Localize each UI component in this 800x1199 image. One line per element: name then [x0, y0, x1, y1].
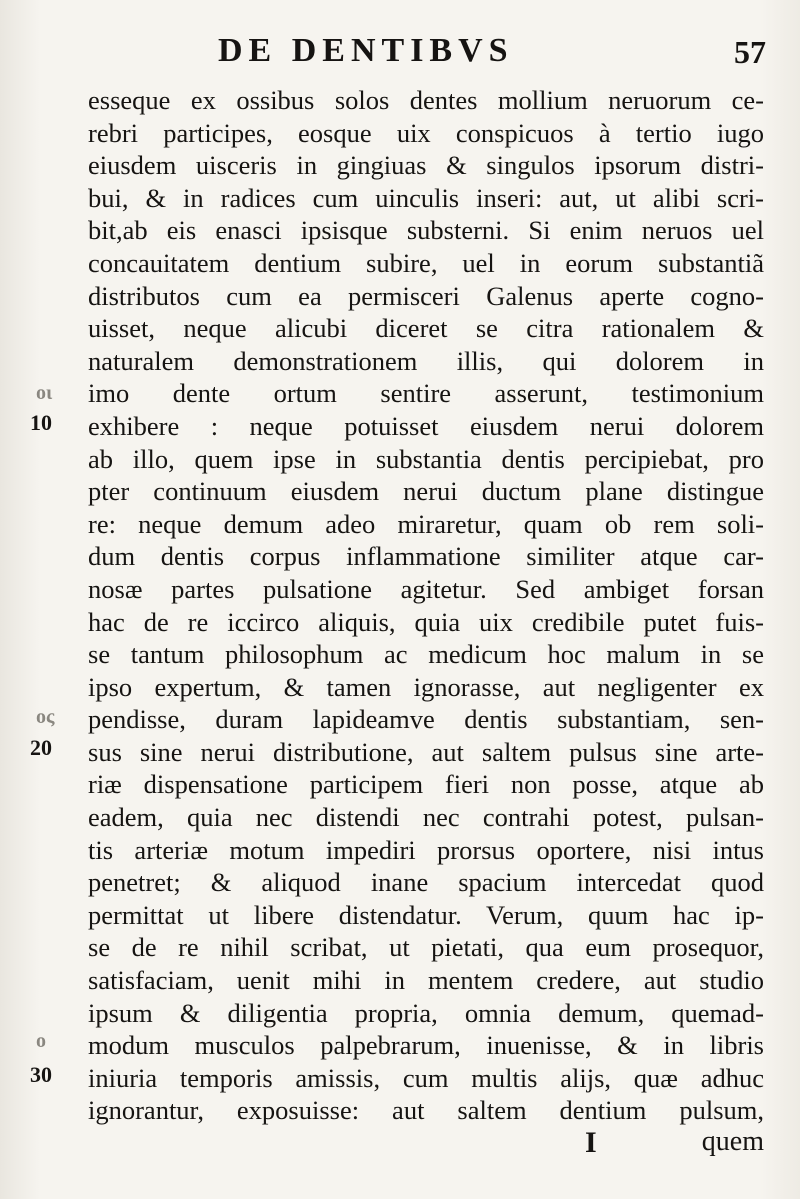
show-through-mark: ο	[36, 1030, 46, 1052]
body-text	[88, 84, 764, 1127]
show-through-mark: ος	[36, 706, 55, 728]
text-line: nosæ partes pulsatione agitetur. Sed ambiget forsan	[88, 573, 764, 604]
text-line: bui, & in radices cum uinculis inseri: aut, ut alibi scri-	[88, 182, 764, 213]
text-line: se de re nihil scribat, ut pietati, qua eum prosequor,	[88, 932, 764, 963]
text-line: ab illo, quem ipse in substantia dentis percipiebat, pro	[88, 443, 764, 474]
show-through-mark: οι	[36, 382, 53, 404]
running-head	[90, 28, 770, 78]
text-line: ipsum & diligentia propria, omnia demum, quemad-	[88, 997, 764, 1028]
text-line: eiusdem uisceris in gingiuas & singulos ipsorum distri-	[88, 150, 764, 181]
text-line: pendisse, duram lapideamve dentis substantiam, sen-	[88, 704, 764, 735]
text-line: bit,ab eis enasci ipsisque substerni. Si enim neruos uel	[88, 215, 764, 246]
text-line: ipso expertum, & tamen ignorasse, aut negligenter ex	[88, 671, 764, 702]
text-line: riæ dispensatione participem fieri non posse, atque ab	[88, 769, 764, 800]
text-line: satisfaciam, uenit mihi in mentem credere, aut studio	[88, 965, 764, 996]
text-line: modum musculos palpebrarum, inuenisse, & in libris	[88, 1030, 764, 1061]
line-number-30: 30	[30, 1062, 52, 1087]
text-line: imo dente ortum sentire asserunt, testimonium	[88, 378, 764, 409]
text-line: uisset, neque alicubi diceret se citra rationalem &	[88, 313, 764, 344]
text-line: penetret; & aliquod inane spacium intercedat quod	[88, 867, 764, 898]
text-line: se tantum philosophum ac medicum hoc malum in se	[88, 639, 764, 670]
text-line: distributos cum ea permisceri Galenus aperte cogno-	[88, 280, 764, 311]
line-number-10: 10	[30, 410, 52, 435]
running-title: DE DENTIBVS	[218, 32, 514, 69]
text-line: exhibere : neque potuisset eiusdem nerui dolorem	[88, 410, 764, 441]
text-line: rebri participes, eosque uix conspicuos à tertio iugo	[88, 117, 764, 148]
text-line: concauitatem dentium subire, uel in eorum substantiã	[88, 247, 764, 278]
text-line: dum dentis corpus inflammatione similiter atque car-	[88, 541, 764, 572]
text-line: sus sine nerui distributione, aut saltem pulsus sine arte-	[88, 736, 764, 767]
text-line: esseque ex ossibus solos dentes mollium neruorum ce-	[88, 85, 764, 115]
text-line: hac de re iccirco aliquis, quia uix credibile putet fuis-	[88, 606, 764, 637]
text-line: eadem, quia nec distendi nec contrahi potest, pulsan-	[88, 802, 764, 833]
text-line: ignorantur, exposuisse: aut saltem dentium pulsum,	[88, 1095, 764, 1126]
text-line: re: neque demum adeo miraretur, quam ob rem soli-	[88, 508, 764, 539]
text-line: pter continuum eiusdem nerui ductum plane distingue	[88, 476, 764, 507]
text-line: iniuria temporis amissis, cum multis alijs, quæ adhuc	[88, 1062, 764, 1093]
line-number-20: 20	[30, 735, 52, 760]
text-line: permittat ut libere distendatur. Verum, quum hac ip-	[88, 899, 764, 930]
page-number: 57	[734, 34, 766, 70]
text-line: naturalem demonstrationem illis, qui dolorem in	[88, 345, 764, 376]
text-line: tis arteriæ motum impediri prorsus oportere, nisi intus	[88, 834, 764, 865]
catchword: quem	[701, 1126, 764, 1157]
signature-mark: I	[585, 1126, 597, 1159]
